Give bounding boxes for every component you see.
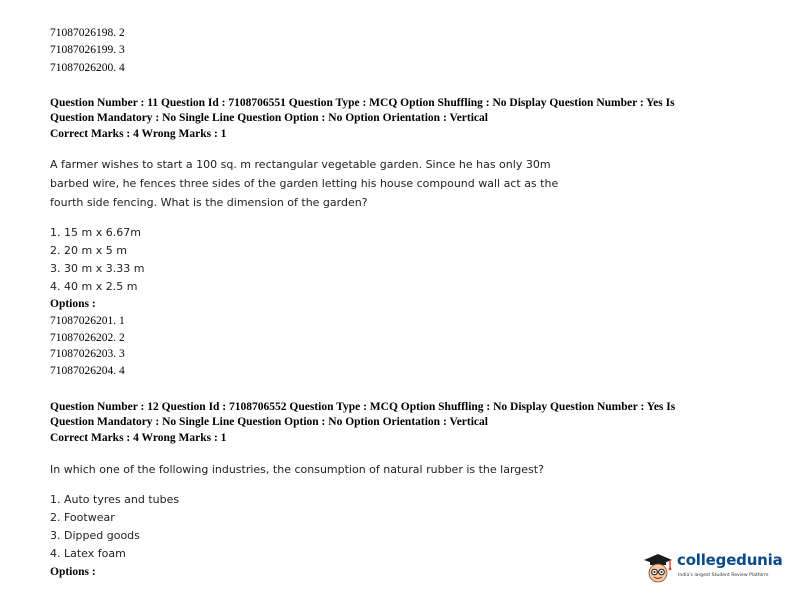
logo-tagline: India's largest Student Review Platform — [678, 573, 769, 578]
question-11-choice: 1. 15 m x 6.67m — [50, 226, 141, 239]
option-code: 71087026200. 4 — [50, 62, 125, 74]
option-code: 71087026202. 2 — [50, 332, 125, 344]
option-code: 71087026198. 2 — [50, 27, 125, 39]
question-12-choice: 4. Latex foam — [50, 547, 126, 560]
option-code: 71087026203. 3 — [50, 348, 125, 360]
question-11-header: Question Number : 11 Question Id : 7108706551 Question Type : MCQ Option Shuffling : No Display Question Number : Yes Is — [50, 97, 675, 109]
question-12-choice: 1. Auto tyres and tubes — [50, 493, 180, 506]
option-code: 71087026201. 1 — [50, 315, 125, 327]
graduate-mascot-icon — [641, 551, 675, 585]
question-11-options-label: Options : — [50, 298, 96, 310]
question-12-header-cont: Question Mandatory : No Single Line Question Option : No Option Orientation : Vertical — [50, 416, 488, 428]
question-12-header: Question Number : 12 Question Id : 7108706552 Question Type : MCQ Option Shuffling : No Display Question Number : Yes Is — [50, 401, 676, 413]
question-11-text: fourth side fencing. What is the dimension of the garden? — [50, 196, 368, 209]
option-code: 71087026199. 3 — [50, 44, 125, 56]
question-11-choice: 2. 20 m x 5 m — [50, 244, 127, 257]
question-11-choice: 3. 30 m x 3.33 m — [50, 262, 145, 275]
question-11-marks: Correct Marks : 4 Wrong Marks : 1 — [50, 128, 227, 140]
question-11-text: A farmer wishes to start a 100 sq. m rectangular vegetable garden. Since he has only 30m — [50, 158, 551, 171]
question-11-choice: 4. 40 m x 2.5 m — [50, 280, 138, 293]
question-11-text: barbed wire, he fences three sides of the garden letting his house compound wall act as the — [50, 177, 559, 190]
question-12-marks: Correct Marks : 4 Wrong Marks : 1 — [50, 432, 227, 444]
question-12-text: In which one of the following industries, the consumption of natural rubber is the largest? — [50, 463, 544, 476]
question-12-options-label: Options : — [50, 566, 96, 578]
question-11-header-cont: Question Mandatory : No Single Line Question Option : No Option Orientation : Vertical — [50, 112, 488, 124]
question-12-choice: 2. Footwear — [50, 511, 115, 524]
collegedunia-logo — [641, 549, 786, 589]
option-code: 71087026204. 4 — [50, 365, 125, 377]
question-12-choice: 3. Dipped goods — [50, 529, 140, 542]
logo-wordmark: collegedunia — [677, 551, 783, 569]
